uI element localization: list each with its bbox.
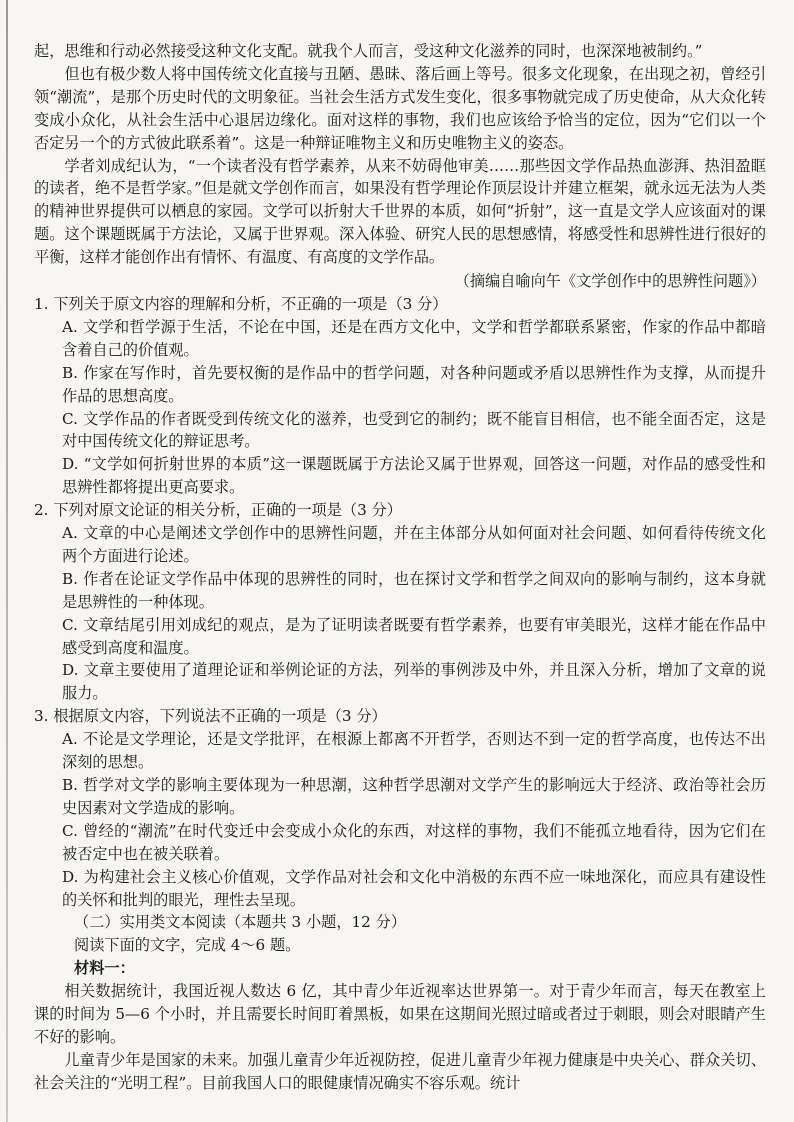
question-stem: 2. 下列对原文论证的相关分析，正确的一项是（3 分） xyxy=(34,501,402,520)
option-d: D. 文章主要使用了道理论证和举例论证的方法，列举的事例涉及中外，并且深入分析，增加了文章的说服力。 xyxy=(62,661,766,703)
option-c: C. 曾经的“潮流”在时代变迁中会变成小众化的东西，对这样的事物，我们不能孤立地看待，因为它们在被否定中也在被关联着。 xyxy=(62,821,766,863)
material-label: 材料一： xyxy=(74,959,135,978)
material-paragraph: 儿童青少年是国家的未来。加强儿童青少年近视防控，促进儿童青少年视力健康是中央关心、群众关切、社会关注的“光明工程”。目前我国人口的眼健康情况确实不容乐观。统计 xyxy=(34,1050,766,1092)
option-b: B. 哲学对文学的影响主要体现为一种思潮，这种哲学思潮对文学产生的影响远大于经济、政治等社会历史因素对文学造成的影响。 xyxy=(62,776,766,817)
question-stem: 1. 下列关于原文内容的理解和分析，不正确的一项是（3 分） xyxy=(34,294,448,313)
material-paragraph: 相关数据统计，我国近视人数达 6 亿，其中青少年近视率达世界第一。对于青少年而言，每天在教室上课的时间为 5—6 个小时，并且需要长时间盯着黑板，如果在这期间光照过暗或者过于刺眼，则会对眼睛产生不好的影响。 xyxy=(34,982,766,1046)
passage-paragraph: 起，思维和行动必然接受这种文化支配。就我个人而言，受这种文化滋养的同时，也深深地被制约。” xyxy=(34,42,703,60)
option-a: A. 文学和哲学源于生活，不论在中国，还是在西方文化中，文学和哲学都联系紧密，作家的作品中都暗含着自己的价值观。 xyxy=(62,317,766,359)
option-c: C. 文章结尾引用刘成纪的观点，是为了证明读者既要有哲学素养，也要有审美眼光，这样才能在作品中感受到高度和温度。 xyxy=(62,615,766,657)
option-c: C. 文学作品的作者既受到传统文化的滋养，也受到它的制约；既不能盲目相信，也不能全面否定，这是对中国传统文化的辩证思考。 xyxy=(62,409,766,451)
option-b: B. 作者在论证文学作品中体现的思辨性的同时，也在探讨文学和哲学之间双向的影响与制约，这本身就是思辨性的一种体现。 xyxy=(62,569,766,611)
scan-edge xyxy=(6,0,8,1122)
question-stem: 3. 根据原文内容，下列说法不正确的一项是（3 分） xyxy=(34,707,387,726)
question-1 xyxy=(34,293,766,499)
option-a: A. 文章的中心是阐述文学创作中的思辨性问题，并在主体部分从如何面对社会问题、如何看待传统文化两个方面进行论述。 xyxy=(62,524,766,565)
passage-paragraph: 学者刘成纪认为，“一个读者没有哲学素养，从来不妨碍他审美……那些因文学作品热血澎湃、热泪盈眶的读者，绝不是哲学家。”但是就文学创作而言，如果没有哲学理论作顶层设计并建立框架，就永远无法为人类的精神世界提供可以栖息的家园。文学可以折射大千世界的本质，如何“折射”，这一直是文学人应该面对的课题。这个课题既属于方法论，又属于世界观。深入体验、研究人民的思想感情，将感受性和思辨性进行很好的平衡，这样才能创作出有情怀、有温度、有高度的文学作品。 xyxy=(34,156,766,267)
question-2 xyxy=(34,499,766,705)
option-a: A. 不论是文学理论，还是文学批评，在根源上都离不开哲学，否则达不到一定的哲学高度，也传达不出深刻的思想。 xyxy=(62,730,766,772)
section-heading: （二）实用类文本阅读（本题共 3 小题，12 分） xyxy=(74,913,407,932)
source-citation: （摘编自喻向午《文学创作中的思辨性问题》） xyxy=(454,272,766,291)
option-d: D. 为构建社会主义核心价值观，文学作品对社会和文化中消极的东西不应一味地深化，而应具有建设性的关怀和批判的眼光，理性去呈现。 xyxy=(62,867,766,909)
option-d: D. “文学如何折射世界的本质”这一课题既属于方法论又属于世界观，回答这一问题，对作品的感受性和思辨性都将提出更高要求。 xyxy=(62,455,766,497)
option-b: B. 作家在写作时，首先要权衡的是作品中的哲学问题，对各种问题或矛盾以思辨性作为支撑，从而提升作品的思想高度。 xyxy=(62,363,766,405)
section-instruction: 阅读下面的文字，完成 4～6 题。 xyxy=(74,936,301,955)
exam-page xyxy=(34,40,766,1095)
passage-paragraph: 但也有极少数人将中国传统文化直接与丑陋、愚昧、落后画上等号。很多文化现象，在出现之初，曾经引领“潮流”，是那个历史时代的文明象征。当社会生活方式发生变化，很多事物就完成了历史使命，从大众化转变成小众化，从社会生活中心退居边缘化。面对这样的事物，我们也应该给予恰当的定位，因为“它们以一个否定另一个的方式彼此联系着”。这是一种辩证唯物主义和历史唯物主义的姿态。 xyxy=(34,64,766,152)
question-3 xyxy=(34,705,766,911)
